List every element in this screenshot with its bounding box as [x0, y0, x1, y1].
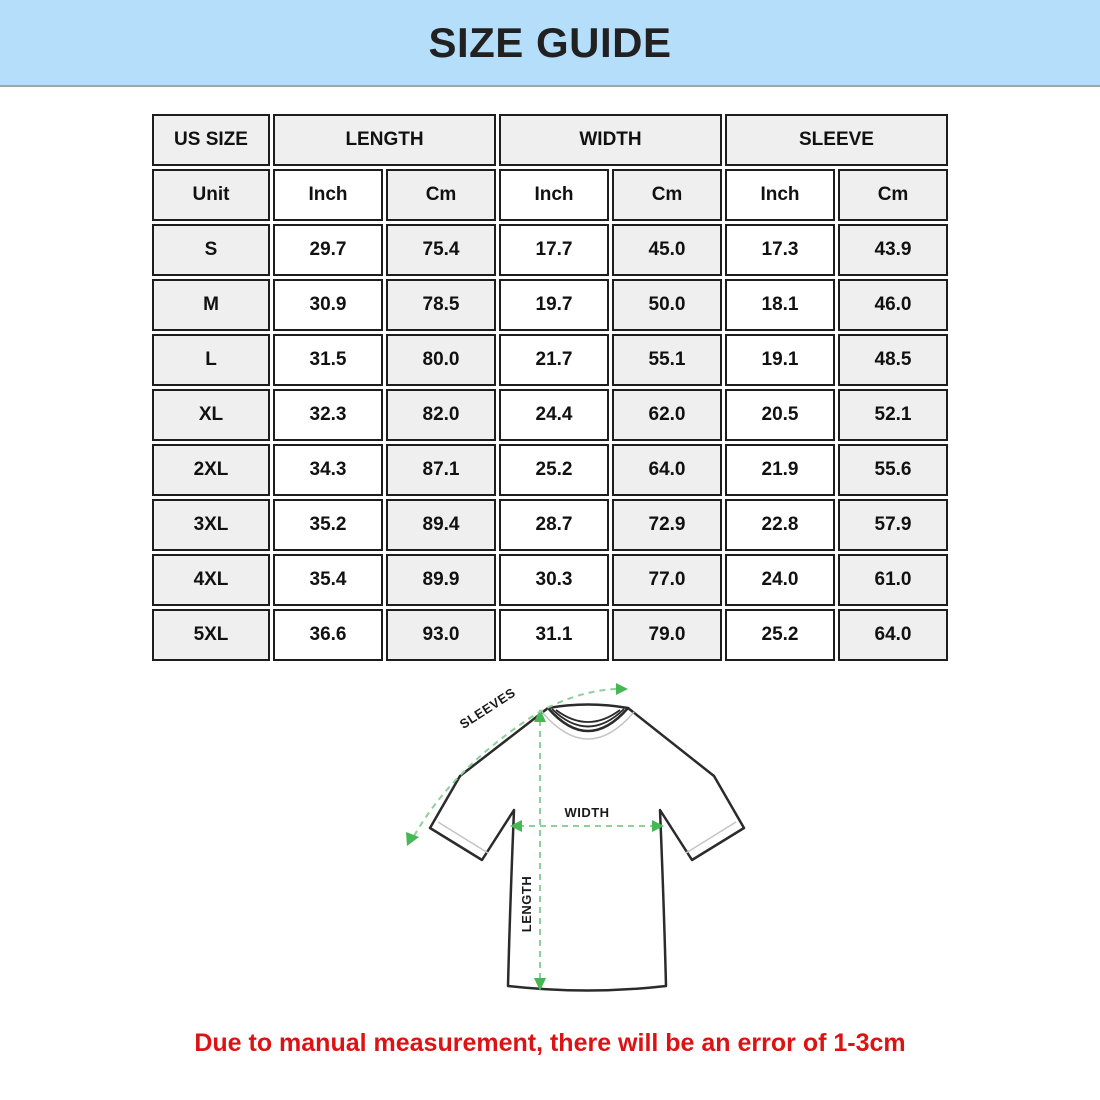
header-us-size: US SIZE	[152, 114, 270, 166]
unit-label-cell: Unit	[152, 169, 270, 221]
value-cell: 93.0	[386, 609, 496, 661]
value-cell: 25.2	[725, 609, 835, 661]
value-cell: 57.9	[838, 499, 948, 551]
value-cell: 78.5	[386, 279, 496, 331]
table-unit-row	[152, 169, 948, 221]
value-cell: 30.9	[273, 279, 383, 331]
tshirt-svg	[398, 676, 778, 1014]
value-cell: 45.0	[612, 224, 722, 276]
value-cell: 25.2	[499, 444, 609, 496]
width-label: WIDTH	[564, 805, 610, 820]
value-cell: 77.0	[612, 554, 722, 606]
table-group-header-row	[152, 114, 948, 166]
value-cell: 55.1	[612, 334, 722, 386]
value-cell: 34.3	[273, 444, 383, 496]
size-cell: L	[152, 334, 270, 386]
value-cell: 19.7	[499, 279, 609, 331]
table-row	[152, 279, 948, 331]
value-cell: 82.0	[386, 389, 496, 441]
value-cell: 89.4	[386, 499, 496, 551]
size-cell: 3XL	[152, 499, 270, 551]
value-cell: 18.1	[725, 279, 835, 331]
unit-cell: Cm	[612, 169, 722, 221]
value-cell: 17.3	[725, 224, 835, 276]
value-cell: 32.3	[273, 389, 383, 441]
sleeve-arrowhead-right	[616, 683, 628, 695]
value-cell: 19.1	[725, 334, 835, 386]
table-row	[152, 389, 948, 441]
unit-cell: Cm	[838, 169, 948, 221]
value-cell: 24.4	[499, 389, 609, 441]
value-cell: 31.1	[499, 609, 609, 661]
unit-cell: Inch	[499, 169, 609, 221]
value-cell: 29.7	[273, 224, 383, 276]
page-title: SIZE GUIDE	[428, 18, 672, 66]
value-cell: 87.1	[386, 444, 496, 496]
table-row	[152, 554, 948, 606]
size-cell: XL	[152, 389, 270, 441]
value-cell: 36.6	[273, 609, 383, 661]
unit-cell: Inch	[273, 169, 383, 221]
value-cell: 48.5	[838, 334, 948, 386]
size-table	[149, 111, 951, 664]
value-cell: 17.7	[499, 224, 609, 276]
size-cell: 2XL	[152, 444, 270, 496]
value-cell: 79.0	[612, 609, 722, 661]
sleeve-arrowhead-left	[406, 832, 419, 846]
size-cell: M	[152, 279, 270, 331]
value-cell: 35.2	[273, 499, 383, 551]
value-cell: 31.5	[273, 334, 383, 386]
value-cell: 55.6	[838, 444, 948, 496]
header-width: WIDTH	[499, 114, 722, 166]
value-cell: 72.9	[612, 499, 722, 551]
value-cell: 21.7	[499, 334, 609, 386]
value-cell: 75.4	[386, 224, 496, 276]
unit-cell: Inch	[725, 169, 835, 221]
table-row	[152, 334, 948, 386]
value-cell: 35.4	[273, 554, 383, 606]
value-cell: 62.0	[612, 389, 722, 441]
size-cell: 4XL	[152, 554, 270, 606]
table-row	[152, 224, 948, 276]
value-cell: 64.0	[612, 444, 722, 496]
table-row	[152, 444, 948, 496]
value-cell: 28.7	[499, 499, 609, 551]
value-cell: 89.9	[386, 554, 496, 606]
header-length: LENGTH	[273, 114, 496, 166]
value-cell: 22.8	[725, 499, 835, 551]
value-cell: 52.1	[838, 389, 948, 441]
sleeves-label: SLEEVES	[456, 684, 519, 732]
length-label: LENGTH	[519, 875, 534, 933]
value-cell: 21.9	[725, 444, 835, 496]
value-cell: 64.0	[838, 609, 948, 661]
tshirt-outline	[430, 705, 744, 991]
size-cell: S	[152, 224, 270, 276]
size-guide-banner	[0, 0, 1100, 87]
unit-cell: Cm	[386, 169, 496, 221]
value-cell: 20.5	[725, 389, 835, 441]
measurement-note: Due to manual measurement, there will be an error of 1-3cm	[194, 1029, 906, 1057]
header-sleeve: SLEEVE	[725, 114, 948, 166]
value-cell: 80.0	[386, 334, 496, 386]
tshirt-diagram	[0, 676, 1100, 1019]
value-cell: 61.0	[838, 554, 948, 606]
value-cell: 24.0	[725, 554, 835, 606]
value-cell: 50.0	[612, 279, 722, 331]
table-row	[152, 609, 948, 661]
value-cell: 43.9	[838, 224, 948, 276]
value-cell: 46.0	[838, 279, 948, 331]
table-row	[152, 499, 948, 551]
value-cell: 30.3	[499, 554, 609, 606]
size-cell: 5XL	[152, 609, 270, 661]
size-table-container	[0, 111, 1100, 664]
